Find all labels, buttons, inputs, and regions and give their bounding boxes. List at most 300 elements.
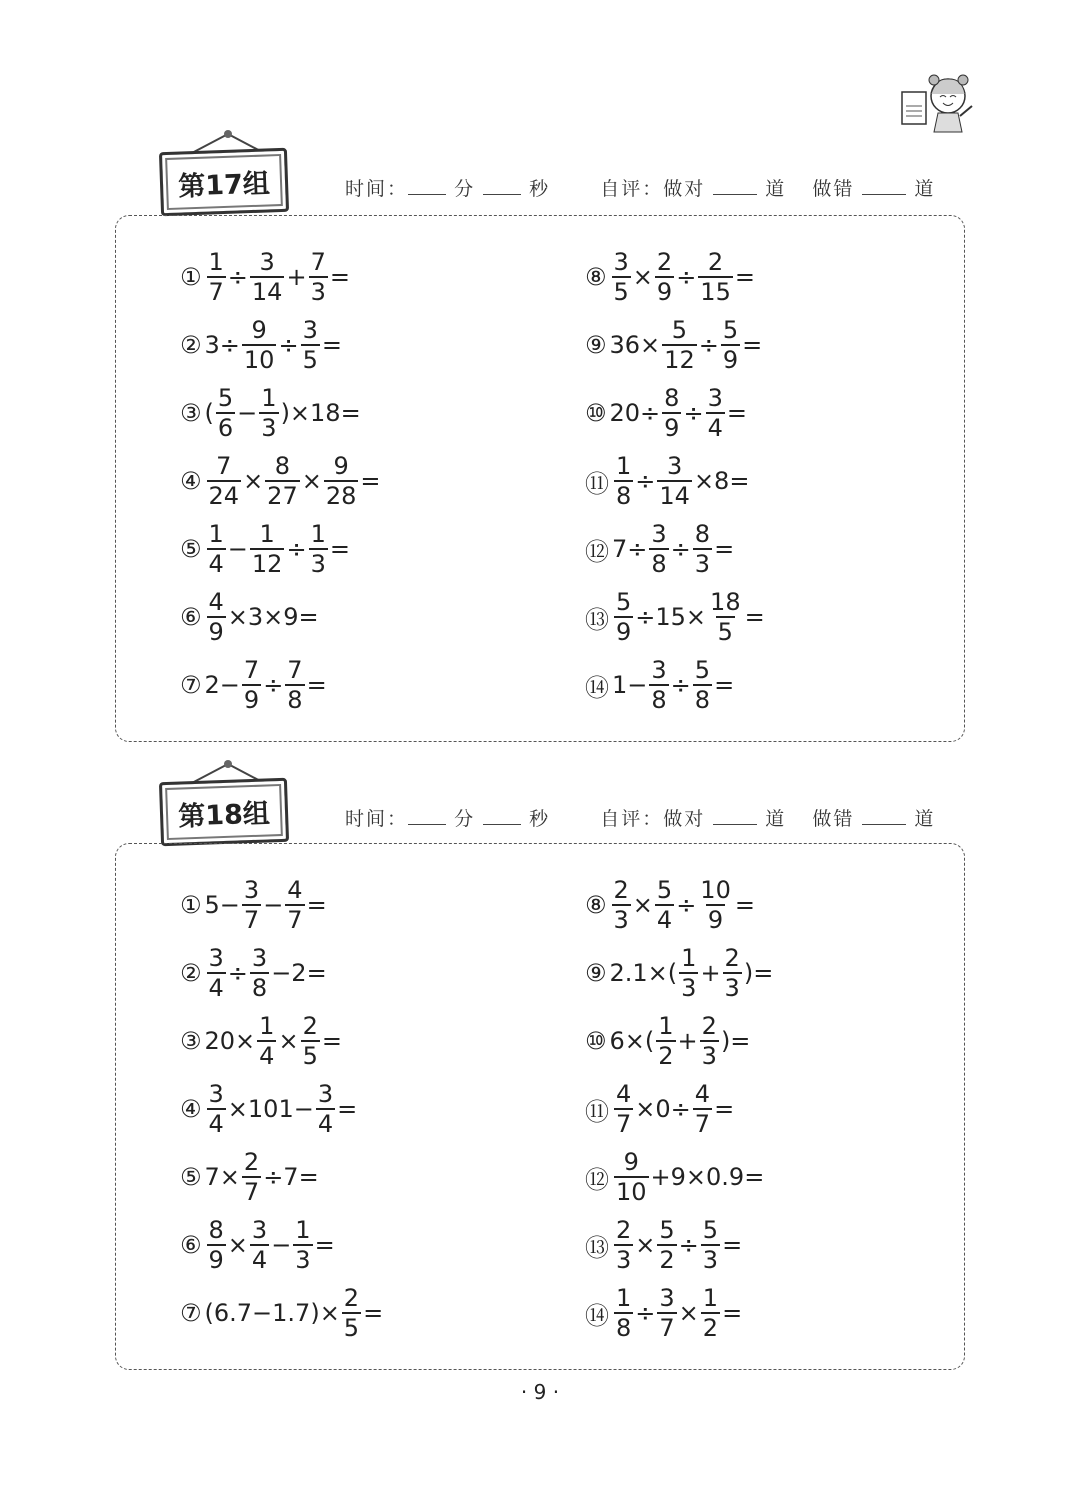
numerator: 3 bbox=[651, 520, 667, 548]
expression-text: × bbox=[632, 891, 653, 919]
problem-number: ⑭ bbox=[585, 673, 609, 702]
fraction bbox=[242, 658, 261, 712]
denominator: 10 bbox=[616, 1178, 647, 1206]
wrong-label: 做错 bbox=[812, 178, 855, 200]
denominator: 9 bbox=[208, 1246, 224, 1274]
denominator: 7 bbox=[208, 278, 224, 306]
fraction bbox=[250, 522, 285, 576]
expression-text: )= bbox=[743, 959, 774, 987]
fraction bbox=[265, 454, 300, 508]
denominator: 4 bbox=[208, 550, 224, 578]
fraction bbox=[250, 1218, 269, 1272]
expression-text: +9×0.9= bbox=[650, 1163, 765, 1191]
problem-number: ⑫ bbox=[585, 1165, 609, 1194]
denominator: 8 bbox=[651, 550, 667, 578]
expression-text: × bbox=[632, 263, 653, 291]
minute-label: 分 bbox=[454, 808, 476, 830]
numerator: 3 bbox=[707, 384, 723, 412]
problem-number: ④ bbox=[180, 467, 202, 495]
expression-text: = bbox=[742, 331, 763, 359]
page-number: · 9 · bbox=[520, 1380, 560, 1404]
expression-text: = bbox=[744, 603, 765, 631]
fraction bbox=[207, 1218, 226, 1272]
numerator: 3 bbox=[208, 1080, 224, 1108]
denominator: 4 bbox=[707, 414, 723, 442]
problem-number: ② bbox=[180, 959, 202, 987]
expression-text: ×3×9= bbox=[227, 603, 319, 631]
problem bbox=[585, 318, 762, 372]
fraction bbox=[614, 1218, 633, 1272]
problem bbox=[180, 878, 327, 932]
numerator: 1 bbox=[261, 384, 277, 412]
fraction bbox=[662, 386, 681, 440]
fraction bbox=[207, 250, 226, 304]
problem bbox=[585, 658, 734, 712]
fraction bbox=[693, 522, 712, 576]
expression-text: = bbox=[321, 1027, 342, 1055]
denominator: 7 bbox=[243, 1178, 260, 1206]
expression-text: × bbox=[301, 467, 322, 495]
numerator: 9 bbox=[623, 1148, 639, 1176]
expression-text: ( bbox=[204, 399, 214, 427]
denominator: 5 bbox=[302, 346, 318, 374]
denominator: 8 bbox=[694, 686, 711, 714]
time-label: 时间： bbox=[345, 178, 409, 200]
problem bbox=[180, 1082, 357, 1136]
numerator: 2 bbox=[243, 1148, 260, 1176]
denominator: 8 bbox=[616, 1314, 632, 1342]
numerator: 1 bbox=[295, 1216, 311, 1244]
expression-text: ×8= bbox=[693, 467, 750, 495]
seconds-blank[interactable] bbox=[483, 808, 521, 825]
denominator: 10 bbox=[243, 346, 275, 374]
wrong-unit-label: 道 bbox=[914, 808, 936, 830]
problem bbox=[585, 250, 755, 304]
fraction bbox=[721, 318, 740, 372]
expression-text: 2.1×( bbox=[609, 959, 678, 987]
expression-text: 6×( bbox=[609, 1027, 655, 1055]
numerator: 1 bbox=[681, 944, 697, 972]
fraction bbox=[698, 878, 733, 932]
numerator: 2 bbox=[343, 1284, 360, 1312]
problem-number: ⑪ bbox=[585, 469, 609, 498]
fraction bbox=[706, 386, 725, 440]
expression-text: 7× bbox=[204, 1163, 240, 1191]
denominator: 2 bbox=[658, 1042, 674, 1070]
minute-label: 分 bbox=[454, 178, 476, 200]
numerator: 2 bbox=[302, 1012, 318, 1040]
numerator: 5 bbox=[671, 316, 688, 344]
expression-text: − bbox=[237, 399, 258, 427]
numerator: 3 bbox=[613, 248, 629, 276]
correct-count-blank[interactable] bbox=[713, 178, 757, 195]
numerator: 9 bbox=[333, 452, 349, 480]
problem bbox=[180, 318, 342, 372]
expression-text: ÷ bbox=[683, 399, 704, 427]
denominator: 28 bbox=[325, 482, 357, 510]
numerator: 2 bbox=[616, 1216, 632, 1244]
expression-text: − bbox=[263, 891, 284, 919]
fraction bbox=[259, 386, 278, 440]
expression-text: − bbox=[227, 535, 248, 563]
expression-text: ÷ bbox=[635, 467, 656, 495]
expression-text: ÷ bbox=[635, 1299, 656, 1327]
expression-text: 2− bbox=[204, 671, 240, 699]
denominator: 9 bbox=[656, 278, 673, 306]
problem bbox=[585, 1218, 742, 1272]
numerator: 4 bbox=[208, 588, 224, 616]
fraction bbox=[693, 658, 712, 712]
expression-text: = bbox=[329, 263, 350, 291]
fraction bbox=[614, 590, 633, 644]
problem bbox=[180, 590, 319, 644]
expression-text: × bbox=[635, 1231, 656, 1259]
problem bbox=[585, 386, 747, 440]
denominator: 3 bbox=[310, 550, 326, 578]
numerator: 1 bbox=[259, 1012, 275, 1040]
fraction bbox=[207, 454, 242, 508]
numerator: 3 bbox=[659, 1284, 675, 1312]
fraction bbox=[649, 522, 668, 576]
time-and-self-eval-line bbox=[345, 174, 935, 201]
minutes-blank[interactable] bbox=[408, 808, 446, 825]
denominator: 3 bbox=[310, 278, 326, 306]
denominator: 8 bbox=[616, 482, 632, 510]
fraction bbox=[309, 522, 328, 576]
problem bbox=[180, 1014, 342, 1068]
correct-unit-label: 道 bbox=[765, 178, 787, 200]
problem-number: ① bbox=[180, 263, 202, 291]
denominator: 8 bbox=[651, 686, 667, 714]
expression-text: ÷ bbox=[263, 671, 284, 699]
denominator: 3 bbox=[694, 550, 711, 578]
fraction bbox=[656, 1014, 675, 1068]
expression-text: × bbox=[678, 1299, 699, 1327]
denominator: 4 bbox=[208, 1110, 224, 1138]
fraction bbox=[285, 878, 304, 932]
problem bbox=[585, 946, 773, 1000]
numerator: 3 bbox=[667, 452, 683, 480]
fraction bbox=[698, 250, 733, 304]
problem-number: ③ bbox=[180, 1027, 202, 1055]
problem-number: ⑬ bbox=[585, 1233, 609, 1262]
problem-number: ⑦ bbox=[180, 1299, 202, 1327]
numerator: 1 bbox=[702, 1284, 719, 1312]
denominator: 5 bbox=[613, 278, 629, 306]
seconds-blank[interactable] bbox=[483, 178, 521, 195]
fraction bbox=[612, 878, 631, 932]
denominator: 9 bbox=[243, 686, 260, 714]
denominator: 27 bbox=[267, 482, 298, 510]
denominator: 6 bbox=[217, 414, 234, 442]
problem-number: ⑥ bbox=[180, 1231, 202, 1259]
expression-text: = bbox=[337, 1095, 358, 1123]
correct-unit-label: 道 bbox=[765, 808, 787, 830]
expression-text: )= bbox=[720, 1027, 751, 1055]
problem-number: ⑧ bbox=[585, 891, 607, 919]
expression-text: )×18= bbox=[280, 399, 361, 427]
denominator: 2 bbox=[659, 1246, 675, 1274]
fraction bbox=[324, 454, 359, 508]
problem-number: ⑫ bbox=[585, 537, 609, 566]
problem bbox=[585, 1082, 734, 1136]
numerator: 4 bbox=[616, 1080, 632, 1108]
expression-text: 7÷ bbox=[612, 535, 648, 563]
numerator: 3 bbox=[251, 944, 268, 972]
problem bbox=[180, 1150, 319, 1204]
numerator: 3 bbox=[208, 944, 224, 972]
expression-text: 20× bbox=[204, 1027, 256, 1055]
denominator: 9 bbox=[664, 414, 680, 442]
expression-text: ÷ bbox=[227, 959, 248, 987]
fraction bbox=[614, 1082, 633, 1136]
expression-text: = bbox=[714, 535, 735, 563]
fraction bbox=[250, 946, 269, 1000]
numerator: 3 bbox=[259, 248, 275, 276]
problem-number: ⑬ bbox=[585, 605, 609, 634]
denominator: 7 bbox=[694, 1110, 711, 1138]
numerator: 1 bbox=[208, 520, 224, 548]
expression-text: = bbox=[321, 331, 342, 359]
expression-text: = bbox=[714, 1095, 735, 1123]
girl-mascot-icon bbox=[900, 70, 980, 140]
problem-number: ⑤ bbox=[180, 535, 202, 563]
fraction bbox=[301, 318, 320, 372]
problem bbox=[180, 658, 327, 712]
fraction bbox=[293, 1218, 312, 1272]
problem-number: ⑩ bbox=[585, 1027, 607, 1055]
denominator: 3 bbox=[702, 1246, 719, 1274]
numerator: 1 bbox=[310, 520, 326, 548]
expression-text: 1− bbox=[612, 671, 648, 699]
expression-text: ×101− bbox=[227, 1095, 314, 1123]
denominator: 8 bbox=[251, 974, 268, 1002]
expression-text: × bbox=[227, 1231, 248, 1259]
numerator: 4 bbox=[694, 1080, 711, 1108]
denominator: 12 bbox=[664, 346, 695, 374]
numerator: 5 bbox=[702, 1216, 719, 1244]
problem-number: ⑦ bbox=[180, 671, 202, 699]
expression-text: ×0÷ bbox=[635, 1095, 691, 1123]
problem-number: ⑭ bbox=[585, 1301, 609, 1330]
fraction bbox=[250, 250, 285, 304]
wrong-count-blank[interactable] bbox=[862, 808, 906, 825]
denominator: 5 bbox=[717, 618, 733, 646]
expression-text: = bbox=[306, 891, 327, 919]
denominator: 3 bbox=[701, 1042, 717, 1070]
denominator: 14 bbox=[251, 278, 283, 306]
numerator: 10 bbox=[700, 876, 731, 904]
numerator: 9 bbox=[251, 316, 267, 344]
expression-text: ÷ bbox=[670, 535, 691, 563]
denominator: 4 bbox=[251, 1246, 268, 1274]
fraction bbox=[657, 454, 692, 508]
expression-text: ÷15× bbox=[635, 603, 707, 631]
fraction bbox=[679, 946, 698, 1000]
problem bbox=[180, 454, 380, 508]
problem-number: ⑨ bbox=[585, 959, 607, 987]
expression-text: − bbox=[271, 1231, 292, 1259]
denominator: 9 bbox=[616, 618, 632, 646]
denominator: 2 bbox=[702, 1314, 719, 1342]
denominator: 9 bbox=[208, 618, 224, 646]
numerator: 2 bbox=[707, 248, 724, 276]
problem-number: ② bbox=[180, 331, 202, 359]
numerator: 5 bbox=[217, 384, 234, 412]
expression-text: + bbox=[700, 959, 721, 987]
problem bbox=[180, 1218, 335, 1272]
denominator: 3 bbox=[261, 414, 277, 442]
numerator: 3 bbox=[251, 1216, 268, 1244]
numerator: 2 bbox=[724, 944, 740, 972]
fraction bbox=[657, 1286, 676, 1340]
wrong-unit-label: 道 bbox=[914, 178, 936, 200]
fraction bbox=[693, 1082, 712, 1136]
denominator: 4 bbox=[656, 906, 673, 934]
expression-text: ÷ bbox=[670, 671, 691, 699]
fraction bbox=[657, 1218, 676, 1272]
expression-text: (6.7−1.7)× bbox=[204, 1299, 340, 1327]
problem-number: ③ bbox=[180, 399, 202, 427]
numerator: 8 bbox=[208, 1216, 224, 1244]
denominator: 7 bbox=[243, 906, 260, 934]
expression-text: = bbox=[329, 535, 350, 563]
correct-count-blank[interactable] bbox=[713, 808, 757, 825]
expression-text: ÷ bbox=[676, 263, 697, 291]
numerator: 3 bbox=[243, 876, 260, 904]
expression-text: 3÷ bbox=[204, 331, 240, 359]
denominator: 9 bbox=[707, 906, 724, 934]
wrong-count-blank[interactable] bbox=[862, 178, 906, 195]
denominator: 3 bbox=[724, 974, 740, 1002]
numerator: 7 bbox=[287, 656, 303, 684]
expression-text: + bbox=[286, 263, 307, 291]
denominator: 9 bbox=[722, 346, 739, 374]
expression-text: ÷ bbox=[698, 331, 719, 359]
expression-text: = bbox=[714, 671, 735, 699]
problem bbox=[180, 250, 350, 304]
denominator: 4 bbox=[259, 1042, 275, 1070]
denominator: 3 bbox=[616, 1246, 632, 1274]
problem-number: ⑧ bbox=[585, 263, 607, 291]
expression-text: = bbox=[722, 1299, 743, 1327]
fraction bbox=[612, 250, 631, 304]
expression-text: = bbox=[726, 399, 747, 427]
fraction bbox=[708, 590, 743, 644]
numerator: 3 bbox=[302, 316, 318, 344]
denominator: 4 bbox=[208, 974, 224, 1002]
expression-text: 20÷ bbox=[609, 399, 661, 427]
expression-text: = bbox=[314, 1231, 335, 1259]
fraction bbox=[700, 1014, 719, 1068]
fraction bbox=[207, 590, 226, 644]
numerator: 8 bbox=[274, 452, 291, 480]
fraction bbox=[701, 1218, 720, 1272]
expression-text: × bbox=[278, 1027, 299, 1055]
fraction bbox=[207, 522, 226, 576]
problem-number: ④ bbox=[180, 1095, 202, 1123]
fraction bbox=[207, 1082, 226, 1136]
expression-text: ÷ bbox=[676, 891, 697, 919]
fraction bbox=[242, 318, 277, 372]
expression-text: −2= bbox=[271, 959, 327, 987]
numerator: 7 bbox=[243, 656, 260, 684]
numerator: 1 bbox=[208, 248, 224, 276]
expression-text: = bbox=[734, 263, 755, 291]
denominator: 7 bbox=[287, 906, 303, 934]
denominator: 14 bbox=[659, 482, 690, 510]
problem-number: ⑨ bbox=[585, 331, 607, 359]
fraction bbox=[301, 1014, 320, 1068]
denominator: 4 bbox=[317, 1110, 334, 1138]
numerator: 3 bbox=[317, 1080, 334, 1108]
numerator: 7 bbox=[310, 248, 326, 276]
numerator: 2 bbox=[656, 248, 673, 276]
numerator: 8 bbox=[664, 384, 680, 412]
time-label: 时间： bbox=[345, 808, 409, 830]
numerator: 5 bbox=[722, 316, 739, 344]
denominator: 3 bbox=[613, 906, 629, 934]
numerator: 1 bbox=[616, 1284, 632, 1312]
fraction bbox=[614, 1286, 633, 1340]
second-label: 秒 bbox=[529, 178, 551, 200]
numerator: 5 bbox=[694, 656, 711, 684]
numerator: 1 bbox=[658, 1012, 674, 1040]
expression-text: = bbox=[722, 1231, 743, 1259]
minutes-blank[interactable] bbox=[408, 178, 446, 195]
fraction bbox=[242, 878, 261, 932]
denominator: 5 bbox=[343, 1314, 360, 1342]
fraction bbox=[649, 658, 668, 712]
problem-number: ① bbox=[180, 891, 202, 919]
second-label: 秒 bbox=[529, 808, 551, 830]
numerator: 5 bbox=[659, 1216, 675, 1244]
numerator: 2 bbox=[613, 876, 629, 904]
fraction bbox=[655, 878, 674, 932]
expression-text: = bbox=[363, 1299, 384, 1327]
numerator: 1 bbox=[259, 520, 275, 548]
expression-text: ÷ bbox=[227, 263, 248, 291]
expression-text: ÷ bbox=[678, 1231, 699, 1259]
numerator: 5 bbox=[616, 588, 632, 616]
problem bbox=[180, 522, 350, 576]
problem bbox=[585, 878, 755, 932]
problem bbox=[585, 454, 749, 508]
problem-number: ⑪ bbox=[585, 1097, 609, 1126]
numerator: 4 bbox=[287, 876, 303, 904]
wrong-label: 做错 bbox=[812, 808, 855, 830]
problem bbox=[180, 1286, 383, 1340]
denominator: 24 bbox=[208, 482, 240, 510]
expression-text: 36× bbox=[609, 331, 661, 359]
self-eval-label: 自评：做对 bbox=[600, 178, 706, 200]
denominator: 5 bbox=[302, 1042, 318, 1070]
denominator: 3 bbox=[295, 1246, 311, 1274]
denominator: 7 bbox=[616, 1110, 632, 1138]
expression-text: + bbox=[677, 1027, 698, 1055]
fraction bbox=[701, 1286, 720, 1340]
self-eval-label: 自评：做对 bbox=[600, 808, 706, 830]
fraction bbox=[257, 1014, 276, 1068]
numerator: 8 bbox=[694, 520, 711, 548]
fraction bbox=[207, 946, 226, 1000]
numerator: 7 bbox=[216, 452, 232, 480]
problem-number: ⑥ bbox=[180, 603, 202, 631]
fraction bbox=[342, 1286, 361, 1340]
group-title: 第17组 bbox=[159, 148, 289, 216]
fraction bbox=[614, 454, 633, 508]
problem bbox=[585, 1286, 742, 1340]
